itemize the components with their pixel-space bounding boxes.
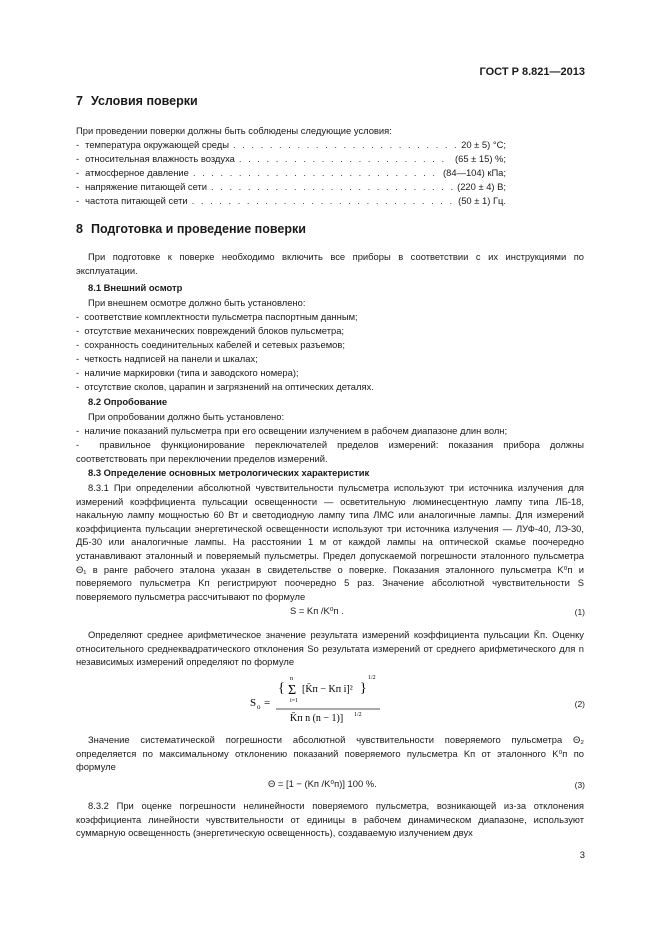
svg-text:{: { — [278, 681, 285, 696]
section-7-number: 7 — [76, 94, 83, 108]
standard-header: ГОСТ Р 8.821—2013 — [479, 66, 585, 78]
condition-value: (50 ± 1) Гц. — [458, 195, 506, 206]
list-item: - наличие маркировки (типа и заводского номера); — [76, 367, 299, 378]
list-item: - отсутствие механических повреждений блоков пульсметра; — [76, 325, 345, 336]
condition-label: температура окружающей среды — [85, 139, 230, 150]
paragraph-8-3-1: 8.3.1 При определении абсолютной чувствительности пульсметра используют три источника излучения для измерений коэффициента пульсации освещенности — осветительную люминесцентную лампу типа ЛБ-18, накальную лампу мощностью 60 Вт и светодиодную лампу типа ЛМС или аналогичные лампы. Для измерений коэффициента пульсации энергетической освещенности используют три источника излучения — ЛУФ-40, ЛЭ-30, ДБ-30 или аналогичные лампы. На расстоянии 1 м от каждой лампы на оптической скамье поочередно устанавливают эталонный и поверяемый пульсметры. Предел допускаемой погрешности эталонного пульсметра Θ₁ в ранге рабочего эталона указан в свидетельстве о поверке. Показания эталонного пульсметра K⁰п и поверяемого пульсметра Kп регистрируют поочередно 5 раз. Значение абсолютной чувствительности S поверяемого пульсметра рассчитывают по формуле — [76, 482, 584, 602]
svg-text:n: n — [290, 676, 293, 682]
paragraph-8-3-2: 8.3.2 При оценке погрешности нелинейности поверяемого пульсметра, возникающей из-за отклонения коэффициента линейности чувствительности от единицы в рабочем динамическом диапазоне, используют суммарную освещенность (энергетическую освещенность), создаваемую излучением двух — [76, 800, 584, 839]
svg-text:S: S — [250, 697, 257, 709]
section-8-title-text: Подготовка и проведение поверки — [90, 222, 306, 236]
condition-voltage: - напряжение питающей сети . . . (220 ± 4) В; — [76, 180, 506, 193]
formula-2 — [250, 672, 400, 728]
condition-value: 20 ± 5) °С; — [461, 139, 506, 150]
section-7-title — [76, 94, 198, 108]
condition-label: относительная влажность воздуха — [85, 153, 235, 164]
equation-number-2: (2) — [574, 699, 585, 709]
subsection-8-1-title: 8.1 Внешний осмотр — [88, 282, 183, 293]
condition-frequency: - частота питающей сети . . . (50 ± 1) Гц. — [76, 194, 506, 207]
svg-text:[K̄п − Kп i]²: [K̄п − Kп i]² — [302, 684, 353, 695]
section-7-title-text: Условия поверки — [90, 94, 198, 108]
equation-number-1: (1) — [574, 607, 585, 617]
paragraph-mean: Определяют среднее арифметическое значение результата измерений коэффициента пульсации K̄п. Оценку относительного среднеквадратического отклонения Sо результата измерений от среднего арифметического для n независимых измерений определяют по формуле — [76, 629, 584, 668]
list-item: - четкость надписей на панели и шкалах; — [76, 353, 258, 364]
condition-label: атмосферное давление — [85, 167, 189, 178]
formula-3: Θ = [1 − (Kп /K⁰п)] 100 %. — [268, 778, 377, 789]
section-8-title — [76, 222, 306, 236]
subsection-8-2-intro: При опробовании должно быть установлено: — [88, 411, 285, 422]
svg-text:i=1: i=1 — [290, 698, 299, 704]
condition-value: (84—104) кПа; — [443, 167, 506, 178]
list-item: - соответствие комплектности пульсметра паспортным данным; — [76, 311, 358, 322]
paragraph-systematic-error: Значение систематической погрешности абсолютной чувствительности поверяемого пульсметра Θ₂ определяется по максимальному отклонению показаний поверяемого пульсметра Kп от эталонного K⁰п по формуле — [76, 734, 584, 773]
svg-text:K̄п n (n − 1)]: K̄п n (n − 1)] — [290, 713, 344, 724]
page-number: 3 — [579, 849, 585, 860]
list-item: - отсутствие сколов, царапин и загрязнений на оптических деталях. — [76, 381, 374, 392]
subsection-8-3-title: 8.3 Определение основных метрологических характеристик — [88, 467, 370, 478]
subsection-8-1-intro: При внешнем осмотре должно быть установлено: — [88, 297, 306, 308]
svg-text:1/2: 1/2 — [368, 675, 376, 681]
condition-value: (220 ± 4) В; — [457, 181, 506, 192]
condition-humidity: - относительная влажность воздуха . . . (65 ± 15) %; — [76, 152, 506, 165]
list-item: - правильное функционирование переключателей пределов измерений: показания прибора должны соответствовать при переключении пределов измерений. — [76, 439, 584, 464]
condition-pressure: - атмосферное давление . . . (84—104) кПа; — [76, 166, 506, 179]
svg-text:о: о — [257, 703, 261, 711]
condition-label: напряжение питающей сети — [85, 181, 208, 192]
condition-temperature: - температура окружающей среды . . . 20 ± 5) °С; — [76, 138, 506, 151]
section-7-intro: При проведении поверки должны быть соблюдены следующие условия: — [76, 125, 392, 136]
condition-value: (65 ± 15) %; — [455, 153, 506, 164]
equation-number-3: (3) — [574, 780, 585, 790]
list-item: - сохранность соединительных кабелей и сетевых разъемов; — [76, 339, 345, 350]
section-8-intro: При подготовке к поверке необходимо включить все приборы в соответствии с их инструкциями по эксплуатации. — [76, 251, 584, 276]
list-item: - наличие показаний пульсметра при его освещении излучением в рабочем диапазоне длин волн; — [76, 425, 508, 436]
svg-text:Σ: Σ — [288, 683, 297, 698]
subsection-8-2-title: 8.2 Опробование — [88, 396, 168, 407]
condition-label: частота питающей сети — [85, 195, 188, 206]
formula-1: S = Kп /K⁰п . — [290, 605, 344, 616]
section-8-number: 8 — [76, 222, 83, 236]
svg-text:1/2: 1/2 — [354, 712, 362, 718]
svg-text:}: } — [360, 681, 367, 696]
svg-text:=: = — [264, 697, 271, 709]
